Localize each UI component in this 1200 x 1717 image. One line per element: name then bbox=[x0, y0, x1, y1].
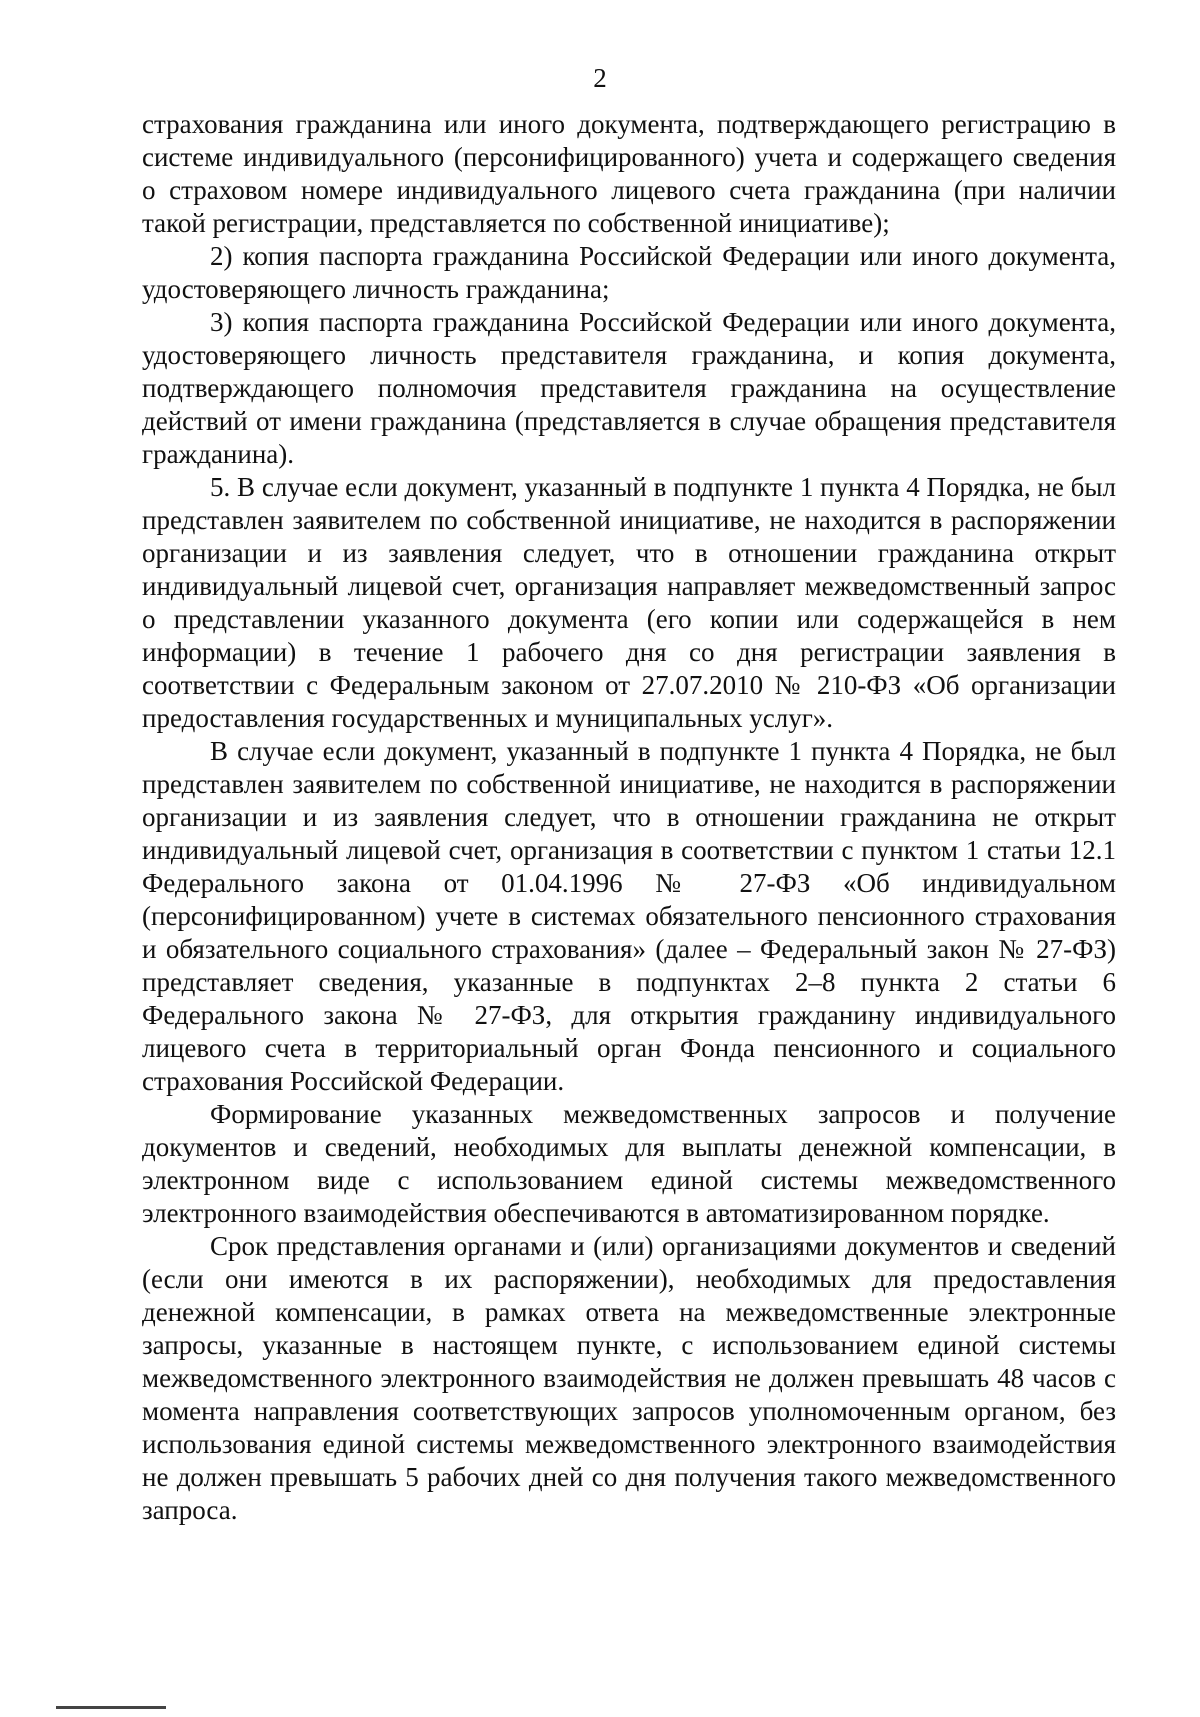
paragraph-item-3: 3) копия паспорта гражданина Российской Федерации или иного документа, удостоверяющего личность представителя гражданина, и копия документа, подтверждающего полномочия представителя гражданина на осуществление действий от имени гражданина (представляется в случае обращения представителя гражданина). bbox=[142, 307, 1116, 469]
footer-rule bbox=[56, 1706, 166, 1709]
paragraph-continuation: страхования гражданина или иного документа, подтверждающего регистрацию в системе индивидуального (персонифицированного) учета и содержащего сведения о страховом номере индивидуального лицевого счета гражданина (при наличии такой регистрации, представляется по собственной инициативе); bbox=[142, 109, 1116, 238]
paragraph-item-2: 2) копия паспорта гражданина Российской Федерации или иного документа, удостоверяющего личность гражданина; bbox=[142, 241, 1116, 304]
paragraph-response-deadline: Срок представления органами и (или) организациями документов и сведений (если они имеются в их распоряжении), необходимых для предоставления денежной компенсации, в рамках ответа на межведомственные электронные запросы, указанные в настоящем пункте, с использованием единой системы межведомственного электронного взаимодействия не должен превышать 48 часов с момента направления соответствующих запросов уполномоченным органом, без использования единой системы межведомственного электронного взаимодействия не должен превышать 5 рабочих дней со дня получения такого межведомственного запроса. bbox=[142, 1231, 1116, 1525]
paragraph-electronic-requests: Формирование указанных межведомственных запросов и получение документов и сведений, необходимых для выплаты денежной компенсации, в электронном виде с использованием единой системы межведомственного электронного взаимодействия обеспечиваются в автоматизированном порядке. bbox=[142, 1099, 1116, 1228]
page-number: 2 bbox=[593, 63, 607, 93]
paragraph-clause-5: 5. В случае если документ, указанный в подпункте 1 пункта 4 Порядка, не был представлен заявителем по собственной инициативе, не находится в распоряжении организации и из заявления следует, что в отношении гражданина открыт индивидуальный лицевой счет, организация направляет межведомственный запрос о представлении указанного документа (его копии или содержащейся в нем информации) в течение 1 рабочего дня со дня регистрации заявления в соответствии с Федеральным законом от 27.07.2010 № 210-ФЗ «Об организации предоставления государственных и муниципальных услуг». bbox=[142, 472, 1116, 733]
paragraph-no-account-case: В случае если документ, указанный в подпункте 1 пункта 4 Порядка, не был представлен заявителем по собственной инициативе, не находится в распоряжении организации и из заявления следует, что в отношении гражданина не открыт индивидуальный лицевой счет, организация в соответствии с пунктом 1 статьи 12.1 Федерального закона от 01.04.1996 № 27-ФЗ «Об индивидуальном (персонифицированном) учете в системах обязательного пенсионного страхования и обязательного социального страхования» (далее – Федеральный закон № 27-ФЗ) представляет сведения, указанные в подпунктах 2–8 пункта 2 статьи 6 Федерального закона № 27-ФЗ, для открытия гражданину индивидуального лицевого счета в территориальный орган Фонда пенсионного и социального страхования Российской Федерации. bbox=[142, 736, 1116, 1096]
document-body bbox=[142, 108, 1116, 1527]
